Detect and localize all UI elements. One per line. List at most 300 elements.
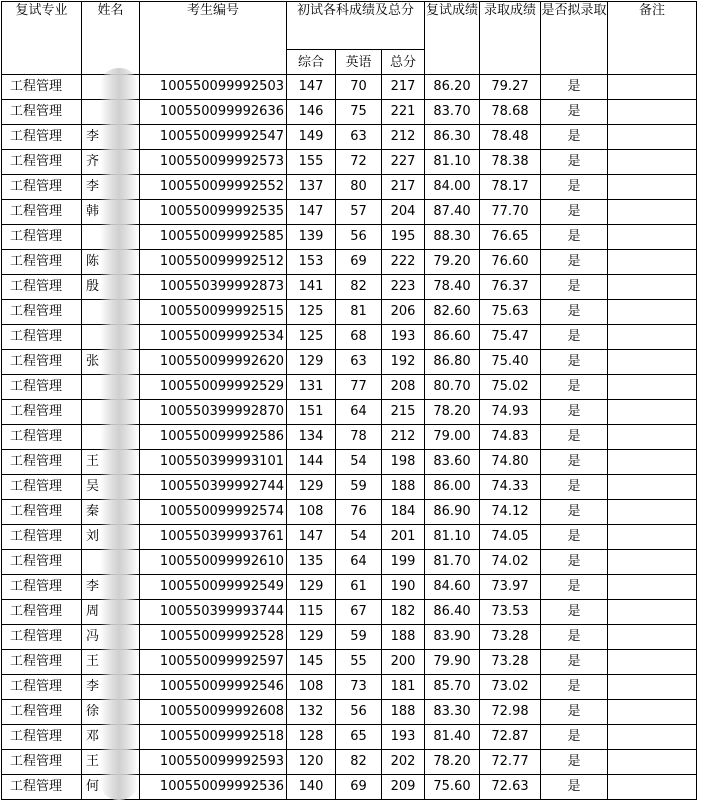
cell-english: 82 [336,750,382,775]
cell-comprehensive: 108 [287,500,336,525]
cell-major: 工程管理 [2,600,82,625]
cell-name: 陈 [82,250,140,275]
cell-remarks [608,150,697,175]
cell-planned-admission: 是 [541,400,608,425]
cell-name: 刘 [82,525,140,550]
cell-major: 工程管理 [2,650,82,675]
cell-comprehensive: 132 [287,700,336,725]
cell-comprehensive: 129 [287,575,336,600]
cell-total: 193 [382,725,425,750]
cell-name: 冯 [82,625,140,650]
cell-retest-score: 78.20 [425,400,480,425]
table-row [2,275,697,300]
cell-total: 215 [382,400,425,425]
header-major: 复试专业 [2,2,82,75]
cell-exam-id: 100550099992503 [140,75,287,100]
cell-exam-id: 100550399993761 [140,525,287,550]
cell-retest-score: 78.20 [425,750,480,775]
cell-admission-score: 74.93 [480,400,541,425]
cell-total: 202 [382,750,425,775]
cell-retest-score: 88.30 [425,225,480,250]
table-row [2,450,697,475]
cell-major: 工程管理 [2,500,82,525]
cell-english: 82 [336,275,382,300]
header-english: 英语 [336,50,382,75]
cell-retest-score: 82.60 [425,300,480,325]
table-row [2,725,697,750]
cell-total: 217 [382,175,425,200]
cell-planned-admission: 是 [541,100,608,125]
cell-remarks [608,725,697,750]
cell-comprehensive: 108 [287,675,336,700]
cell-exam-id: 100550099992608 [140,700,287,725]
cell-retest-score: 79.00 [425,425,480,450]
cell-exam-id: 100550099992529 [140,375,287,400]
cell-retest-score: 81.10 [425,150,480,175]
cell-english: 69 [336,775,382,800]
cell-name [82,400,140,425]
cell-retest-score: 86.80 [425,350,480,375]
table-body [2,75,697,800]
cell-name: 何 [82,775,140,800]
cell-exam-id: 100550099992573 [140,150,287,175]
cell-major: 工程管理 [2,225,82,250]
cell-major: 工程管理 [2,250,82,275]
cell-major: 工程管理 [2,675,82,700]
cell-admission-score: 74.80 [480,450,541,475]
cell-name: 李 [82,175,140,200]
cell-exam-id: 100550099992518 [140,725,287,750]
cell-exam-id: 100550099992610 [140,550,287,575]
cell-planned-admission: 是 [541,750,608,775]
cell-total: 188 [382,475,425,500]
table-row [2,600,697,625]
cell-comprehensive: 137 [287,175,336,200]
cell-admission-score: 77.70 [480,200,541,225]
header-remarks: 备注 [608,2,697,75]
cell-planned-admission: 是 [541,250,608,275]
cell-remarks [608,775,697,800]
header-comprehensive: 综合 [287,50,336,75]
cell-admission-score: 75.63 [480,300,541,325]
cell-planned-admission: 是 [541,425,608,450]
cell-exam-id: 100550099992574 [140,500,287,525]
cell-total: 188 [382,700,425,725]
cell-name [82,325,140,350]
cell-name: 周 [82,600,140,625]
cell-english: 68 [336,325,382,350]
table-row [2,350,697,375]
cell-exam-id: 100550399992870 [140,400,287,425]
cell-total: 188 [382,625,425,650]
cell-name [82,300,140,325]
cell-name: 王 [82,650,140,675]
cell-remarks [608,300,697,325]
cell-total: 217 [382,75,425,100]
table-row [2,225,697,250]
cell-total: 209 [382,775,425,800]
table-header [2,2,697,75]
cell-exam-id: 100550399993744 [140,600,287,625]
cell-admission-score: 72.98 [480,700,541,725]
table-row [2,200,697,225]
cell-exam-id: 100550099992585 [140,225,287,250]
cell-retest-score: 86.40 [425,600,480,625]
cell-planned-admission: 是 [541,475,608,500]
cell-comprehensive: 129 [287,625,336,650]
cell-english: 72 [336,150,382,175]
cell-retest-score: 80.70 [425,375,480,400]
cell-major: 工程管理 [2,450,82,475]
cell-admission-score: 74.12 [480,500,541,525]
table-row [2,75,697,100]
table-row [2,775,697,800]
cell-remarks [608,400,697,425]
cell-comprehensive: 125 [287,300,336,325]
cell-retest-score: 83.60 [425,450,480,475]
cell-exam-id: 100550099992636 [140,100,287,125]
cell-english: 64 [336,400,382,425]
cell-major: 工程管理 [2,550,82,575]
cell-remarks [608,425,697,450]
cell-planned-admission: 是 [541,675,608,700]
cell-major: 工程管理 [2,725,82,750]
cell-major: 工程管理 [2,100,82,125]
cell-planned-admission: 是 [541,150,608,175]
cell-major: 工程管理 [2,200,82,225]
cell-total: 181 [382,675,425,700]
cell-name: 王 [82,450,140,475]
cell-total: 212 [382,425,425,450]
cell-retest-score: 81.10 [425,525,480,550]
cell-major: 工程管理 [2,125,82,150]
table-row [2,375,697,400]
cell-admission-score: 78.38 [480,150,541,175]
cell-exam-id: 100550099992546 [140,675,287,700]
cell-total: 222 [382,250,425,275]
cell-total: 182 [382,600,425,625]
cell-major: 工程管理 [2,350,82,375]
cell-name: 李 [82,125,140,150]
table-row [2,475,697,500]
cell-retest-score: 85.70 [425,675,480,700]
cell-exam-id: 100550099992552 [140,175,287,200]
table-row [2,650,697,675]
cell-comprehensive: 131 [287,375,336,400]
cell-remarks [608,375,697,400]
cell-total: 190 [382,575,425,600]
cell-retest-score: 83.90 [425,625,480,650]
cell-admission-score: 79.27 [480,75,541,100]
cell-name: 韩 [82,200,140,225]
cell-exam-id: 100550399992744 [140,475,287,500]
cell-english: 67 [336,600,382,625]
table-row [2,400,697,425]
cell-planned-admission: 是 [541,650,608,675]
cell-exam-id: 100550099992547 [140,125,287,150]
cell-retest-score: 86.30 [425,125,480,150]
cell-retest-score: 84.00 [425,175,480,200]
cell-remarks [608,500,697,525]
cell-name: 徐 [82,700,140,725]
cell-english: 77 [336,375,382,400]
cell-comprehensive: 140 [287,775,336,800]
cell-planned-admission: 是 [541,325,608,350]
cell-remarks [608,450,697,475]
header-total: 总分 [382,50,425,75]
cell-planned-admission: 是 [541,575,608,600]
table-row [2,150,697,175]
cell-major: 工程管理 [2,275,82,300]
cell-english: 70 [336,75,382,100]
cell-exam-id: 100550099992515 [140,300,287,325]
table-row [2,525,697,550]
cell-retest-score: 79.20 [425,250,480,275]
cell-major: 工程管理 [2,300,82,325]
cell-name: 李 [82,575,140,600]
cell-remarks [608,625,697,650]
header-admission-score: 录取成绩 [480,2,541,75]
cell-comprehensive: 144 [287,450,336,475]
cell-english: 56 [336,225,382,250]
cell-exam-id: 100550099992620 [140,350,287,375]
cell-english: 69 [336,250,382,275]
cell-total: 227 [382,150,425,175]
cell-remarks [608,575,697,600]
header-exam-id: 考生编号 [140,2,287,75]
cell-retest-score: 86.20 [425,75,480,100]
cell-exam-id: 100550099992549 [140,575,287,600]
cell-comprehensive: 147 [287,525,336,550]
cell-retest-score: 75.60 [425,775,480,800]
cell-admission-score: 74.02 [480,550,541,575]
cell-english: 54 [336,450,382,475]
cell-name: 秦 [82,500,140,525]
cell-major: 工程管理 [2,475,82,500]
cell-remarks [608,225,697,250]
cell-english: 54 [336,525,382,550]
cell-exam-id: 100550399992873 [140,275,287,300]
cell-total: 193 [382,325,425,350]
table-row [2,175,697,200]
table-row [2,550,697,575]
cell-name [82,75,140,100]
cell-comprehensive: 147 [287,200,336,225]
cell-planned-admission: 是 [541,700,608,725]
cell-total: 199 [382,550,425,575]
cell-admission-score: 74.05 [480,525,541,550]
cell-major: 工程管理 [2,700,82,725]
header-initial-scores: 初试各科成绩及总分 [287,2,425,50]
cell-remarks [608,125,697,150]
cell-admission-score: 73.97 [480,575,541,600]
cell-planned-admission: 是 [541,550,608,575]
cell-name: 李 [82,675,140,700]
cell-english: 63 [336,125,382,150]
cell-name: 齐 [82,150,140,175]
cell-remarks [608,350,697,375]
cell-name [82,550,140,575]
cell-admission-score: 73.28 [480,625,541,650]
cell-comprehensive: 151 [287,400,336,425]
cell-remarks [608,200,697,225]
cell-admission-score: 72.63 [480,775,541,800]
cell-admission-score: 73.02 [480,675,541,700]
cell-admission-score: 73.53 [480,600,541,625]
cell-comprehensive: 129 [287,350,336,375]
cell-planned-admission: 是 [541,125,608,150]
cell-name [82,225,140,250]
cell-retest-score: 79.90 [425,650,480,675]
cell-english: 75 [336,100,382,125]
cell-planned-admission: 是 [541,375,608,400]
cell-english: 76 [336,500,382,525]
cell-major: 工程管理 [2,525,82,550]
cell-comprehensive: 141 [287,275,336,300]
cell-admission-score: 75.40 [480,350,541,375]
cell-major: 工程管理 [2,400,82,425]
cell-planned-admission: 是 [541,225,608,250]
cell-english: 56 [336,700,382,725]
cell-english: 57 [336,200,382,225]
cell-retest-score: 87.40 [425,200,480,225]
cell-admission-score: 78.68 [480,100,541,125]
cell-total: 204 [382,200,425,225]
cell-major: 工程管理 [2,575,82,600]
cell-name [82,375,140,400]
cell-admission-score: 74.83 [480,425,541,450]
table-row [2,425,697,450]
cell-comprehensive: 149 [287,125,336,150]
cell-exam-id: 100550099992586 [140,425,287,450]
cell-english: 63 [336,350,382,375]
cell-retest-score: 86.90 [425,500,480,525]
cell-comprehensive: 146 [287,100,336,125]
cell-remarks [608,325,697,350]
cell-total: 221 [382,100,425,125]
cell-remarks [608,275,697,300]
cell-admission-score: 75.02 [480,375,541,400]
table-row [2,300,697,325]
cell-major: 工程管理 [2,150,82,175]
cell-comprehensive: 128 [287,725,336,750]
cell-comprehensive: 115 [287,600,336,625]
cell-comprehensive: 129 [287,475,336,500]
cell-exam-id: 100550099992597 [140,650,287,675]
cell-total: 192 [382,350,425,375]
cell-name: 吴 [82,475,140,500]
table-row [2,250,697,275]
cell-exam-id: 100550099992512 [140,250,287,275]
cell-name [82,100,140,125]
cell-name: 张 [82,350,140,375]
cell-english: 78 [336,425,382,450]
cell-total: 212 [382,125,425,150]
cell-retest-score: 86.00 [425,475,480,500]
cell-admission-score: 75.47 [480,325,541,350]
cell-admission-score: 74.33 [480,475,541,500]
cell-english: 61 [336,575,382,600]
cell-name: 殷 [82,275,140,300]
table-row [2,700,697,725]
admission-results-table [1,1,697,800]
cell-planned-admission: 是 [541,725,608,750]
cell-english: 81 [336,300,382,325]
cell-planned-admission: 是 [541,600,608,625]
cell-major: 工程管理 [2,325,82,350]
cell-major: 工程管理 [2,175,82,200]
cell-total: 206 [382,300,425,325]
cell-remarks [608,100,697,125]
cell-comprehensive: 120 [287,750,336,775]
cell-english: 64 [336,550,382,575]
cell-comprehensive: 139 [287,225,336,250]
cell-english: 59 [336,475,382,500]
cell-comprehensive: 147 [287,75,336,100]
cell-comprehensive: 153 [287,250,336,275]
cell-english: 55 [336,650,382,675]
cell-retest-score: 86.60 [425,325,480,350]
cell-major: 工程管理 [2,625,82,650]
table-row [2,750,697,775]
cell-admission-score: 73.28 [480,650,541,675]
cell-exam-id: 100550099992528 [140,625,287,650]
cell-comprehensive: 155 [287,150,336,175]
cell-total: 200 [382,650,425,675]
cell-remarks [608,675,697,700]
cell-retest-score: 81.40 [425,725,480,750]
cell-exam-id: 100550099992534 [140,325,287,350]
cell-retest-score: 84.60 [425,575,480,600]
cell-remarks [608,700,697,725]
cell-admission-score: 76.65 [480,225,541,250]
cell-planned-admission: 是 [541,525,608,550]
cell-planned-admission: 是 [541,500,608,525]
cell-remarks [608,550,697,575]
cell-retest-score: 81.70 [425,550,480,575]
cell-remarks [608,525,697,550]
cell-english: 59 [336,625,382,650]
cell-major: 工程管理 [2,775,82,800]
cell-exam-id: 100550099992535 [140,200,287,225]
table-row [2,625,697,650]
cell-total: 208 [382,375,425,400]
cell-total: 201 [382,525,425,550]
cell-total: 223 [382,275,425,300]
cell-total: 198 [382,450,425,475]
table-row [2,100,697,125]
cell-major: 工程管理 [2,750,82,775]
cell-exam-id: 100550099992536 [140,775,287,800]
cell-remarks [608,250,697,275]
cell-planned-admission: 是 [541,775,608,800]
cell-remarks [608,750,697,775]
cell-admission-score: 78.48 [480,125,541,150]
cell-comprehensive: 125 [287,325,336,350]
table-row [2,500,697,525]
header-retest-score: 复试成绩 [425,2,480,75]
cell-planned-admission: 是 [541,300,608,325]
cell-remarks [608,475,697,500]
cell-major: 工程管理 [2,75,82,100]
cell-remarks [608,175,697,200]
cell-planned-admission: 是 [541,625,608,650]
cell-admission-score: 72.87 [480,725,541,750]
table-row [2,125,697,150]
cell-total: 195 [382,225,425,250]
cell-planned-admission: 是 [541,75,608,100]
cell-exam-id: 100550399993101 [140,450,287,475]
